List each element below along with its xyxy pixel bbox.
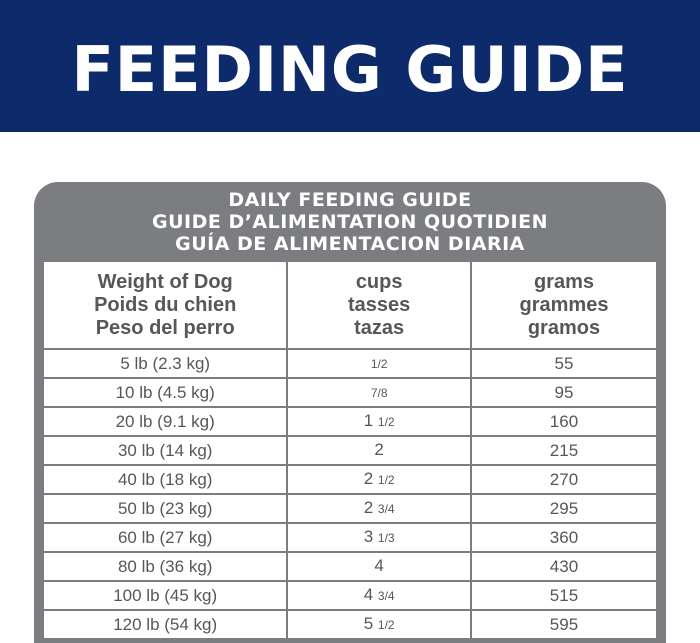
cups-fraction: 7/8 [370, 386, 388, 400]
weight-cell: 100 lb (45 kg) [43, 581, 287, 610]
column-header-label: Poids du chien [94, 293, 237, 316]
cups-fraction: 1/2 [370, 357, 388, 371]
cups-whole: 4 [374, 556, 384, 575]
table-row [43, 465, 657, 494]
grams-cell: 215 [471, 436, 657, 465]
table-row [43, 552, 657, 581]
grams-cell: 295 [471, 494, 657, 523]
cups-cell [287, 378, 471, 407]
card-title-french: GUIDE D’ALIMENTATION QUOTIDIEN [151, 211, 548, 233]
cups-cell [287, 465, 471, 494]
weight-cell: 20 lb (9.1 kg) [43, 407, 287, 436]
weight-cell: 10 lb (4.5 kg) [43, 378, 287, 407]
weight-cell: 50 lb (23 kg) [43, 494, 287, 523]
grams-cell: 95 [471, 378, 657, 407]
cups-cell [287, 552, 471, 581]
column-header-label: tasses [348, 293, 411, 316]
grams-cell: 55 [471, 349, 657, 378]
table-row [43, 581, 657, 610]
table-row [43, 378, 657, 407]
cups-whole: 3 [363, 527, 374, 546]
table-row [43, 407, 657, 436]
grams-cell: 160 [471, 407, 657, 436]
column-header-label: Weight of Dog [97, 270, 233, 293]
cups-cell [287, 436, 471, 465]
weight-cell: 40 lb (18 kg) [43, 465, 287, 494]
column-header-label: gramos [527, 316, 601, 339]
cups-whole: 4 [363, 585, 374, 604]
cups-whole: 1 [363, 411, 374, 430]
grams-cell: 595 [471, 610, 657, 639]
feeding-table [42, 260, 658, 640]
weight-cell: 80 lb (36 kg) [43, 552, 287, 581]
table-row [43, 494, 657, 523]
weight-cell: 30 lb (14 kg) [43, 436, 287, 465]
page-title: FEEDING GUIDE [71, 32, 629, 106]
grams-cell: 270 [471, 465, 657, 494]
cups-whole: 2 [363, 469, 374, 488]
cups-fraction: 3/4 [377, 589, 395, 603]
cups-fraction: 1/3 [377, 531, 395, 545]
cups-whole: 5 [363, 614, 374, 633]
cups-fraction: 3/4 [377, 502, 395, 516]
column-header-label: grammes [519, 293, 609, 316]
cups-whole: 2 [374, 440, 384, 459]
table-row [43, 436, 657, 465]
cups-fraction: 1/2 [377, 618, 395, 632]
card-header [34, 186, 666, 258]
column-header-label: tazas [354, 316, 405, 339]
weight-cell: 60 lb (27 kg) [43, 523, 287, 552]
table-row [43, 349, 657, 378]
cups-cell [287, 581, 471, 610]
table-row [43, 523, 657, 552]
grams-cell: 430 [471, 552, 657, 581]
column-header-label: grams [533, 270, 594, 293]
card-title-spanish: GUÍA DE ALIMENTACION DIARIA [175, 233, 525, 255]
cups-fraction: 1/2 [377, 473, 395, 487]
cups-cell [287, 407, 471, 436]
column-header-cups [287, 261, 471, 349]
grams-cell: 360 [471, 523, 657, 552]
cups-whole: 2 [363, 498, 374, 517]
card-title-english: DAILY FEEDING GUIDE [228, 189, 472, 211]
cups-cell [287, 523, 471, 552]
grams-cell: 515 [471, 581, 657, 610]
column-header-label: Peso del perro [95, 316, 235, 339]
cups-cell [287, 494, 471, 523]
cups-cell [287, 610, 471, 639]
weight-cell: 5 lb (2.3 kg) [43, 349, 287, 378]
table-header-row [43, 261, 657, 349]
cups-fraction: 1/2 [377, 415, 395, 429]
header-banner [0, 0, 700, 132]
table-row [43, 610, 657, 639]
column-header-grams [471, 261, 657, 349]
column-header-label: cups [355, 270, 403, 293]
column-header-weight [43, 261, 287, 349]
cups-cell [287, 349, 471, 378]
weight-cell: 120 lb (54 kg) [43, 610, 287, 639]
